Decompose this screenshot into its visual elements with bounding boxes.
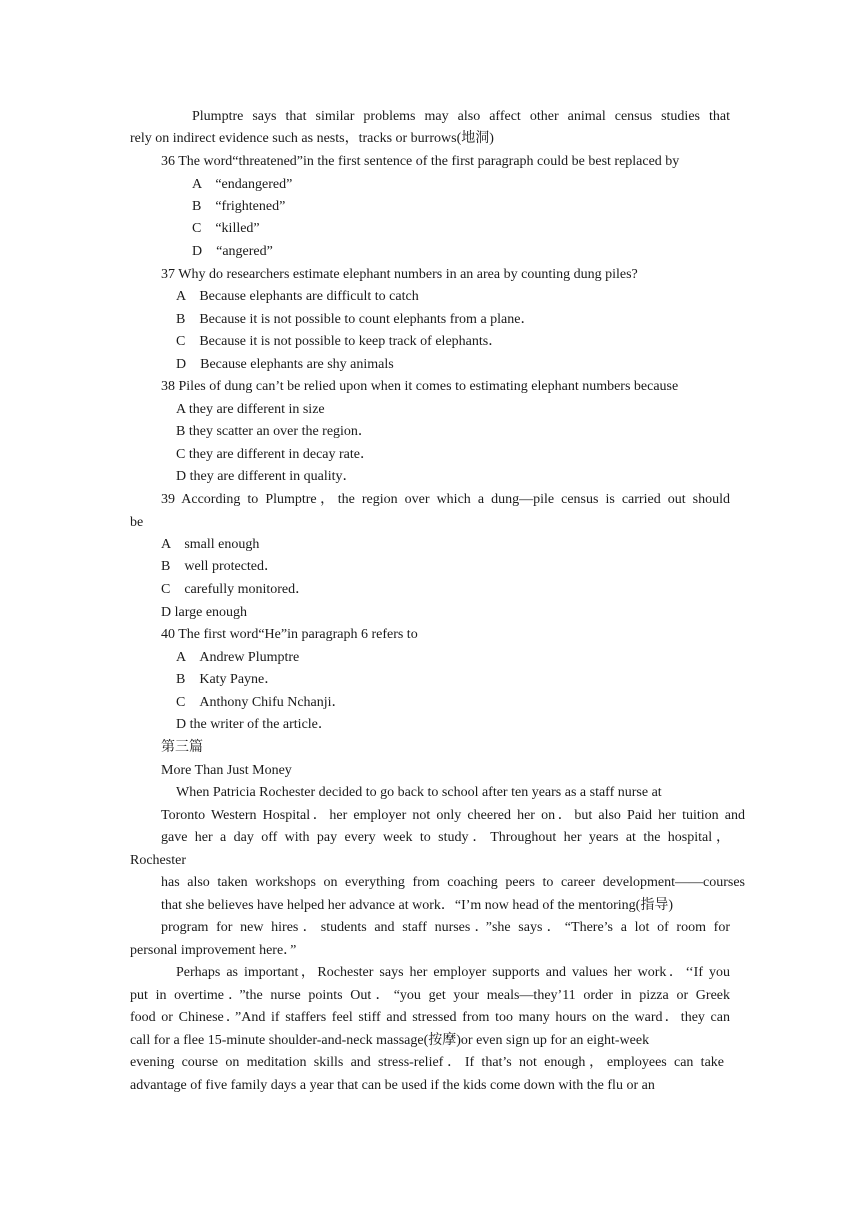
paragraph-line: call for a flee 15-minute shoulder-and-neck massage(按摩)or even sign up for an eight-week — [130, 1033, 650, 1048]
question-40-option-c: C Anthony Chifu Nchanji． — [176, 695, 346, 710]
question-40-option-d: D the writer of the article． — [176, 717, 332, 732]
question-37-option-b: B Because it is not possible to count elephants from a plane． — [176, 312, 535, 327]
section-label: 第三篇 — [161, 740, 203, 755]
paragraph-line: gave her a day off with pay every week to study．Throughout her years at the hospital， — [161, 830, 730, 845]
paragraph-line: rely on indirect evidence such as nests，tracks or burrows(地洞) — [130, 131, 494, 146]
question-39-stem: 39 According to Plumptre，the region over which a dung—pile census is carried out should — [161, 492, 730, 507]
question-37-stem: 37 Why do researchers estimate elephant numbers in an area by counting dung piles? — [161, 267, 638, 282]
question-36-option-d: D “angered” — [192, 244, 273, 259]
question-39-stem-continued: be — [130, 515, 144, 530]
question-39-option-a: A small enough — [161, 537, 260, 552]
question-38-option-b: B they scatter an over the region． — [176, 424, 372, 439]
question-36-option-b: B “frightened” — [192, 199, 286, 214]
article-title: More Than Just Money — [161, 763, 292, 778]
paragraph-line: Rochester — [130, 853, 186, 868]
question-36-option-a: A “endangered” — [192, 177, 293, 192]
question-38-option-a: A they are different in size — [176, 402, 325, 417]
paragraph-line: that she believes have helped her advance at work．“I’m now head of the mentoring(指导) — [161, 898, 673, 913]
question-40-option-a: A Andrew Plumptre — [176, 650, 300, 665]
paragraph-line: Plumptre says that similar problems may also affect other animal census studies that — [192, 109, 730, 124]
paragraph-line: advantage of five family days a year that can be used if the kids come down with the flu or an — [130, 1078, 655, 1093]
question-39-option-c: C carefully monitored． — [161, 582, 310, 597]
question-37-option-a: A Because elephants are difficult to catch — [176, 289, 419, 304]
paragraph-line: When Patricia Rochester decided to go back to school after ten years as a staff nurse at — [176, 785, 662, 800]
question-37-option-d: D Because elephants are shy animals — [176, 357, 394, 372]
paragraph-line: personal improvement here．” — [130, 943, 297, 958]
question-36-stem: 36 The word“threatened”in the first sentence of the first paragraph could be best replaced by — [161, 154, 680, 169]
paragraph-line: program for new hires．students and staff nurses．”she says．“There’s a lot of room for — [161, 920, 730, 935]
paragraph-line: Toronto Western Hospital．her employer not only cheered her on．but also Paid her tuition and — [161, 808, 745, 823]
question-38-stem: 38 Piles of dung can’t be relied upon when it comes to estimating elephant numbers because — [161, 379, 679, 394]
question-40-stem: 40 The first word“He”in paragraph 6 refers to — [161, 627, 418, 642]
question-39-option-d: D large enough — [161, 605, 248, 620]
paragraph-line: Perhaps as important，Rochester says her employer supports and values her work．‘‘If you — [176, 965, 730, 980]
paragraph-line: food or Chinese．”And if staffers feel stiff and stressed from too many hours on the ward．they can — [130, 1010, 730, 1025]
paragraph-line: has also taken workshops on everything from coaching peers to career development——courses — [161, 875, 745, 890]
question-38-option-c: C they are different in decay rate． — [176, 447, 374, 462]
paragraph-line: evening course on meditation skills and stress-relief．If that’s not enough，employees can take — [130, 1055, 724, 1070]
question-40-option-b: B Katy Payne． — [176, 672, 279, 687]
question-36-option-c: C “killed” — [192, 221, 260, 236]
question-38-option-d: D they are different in quality． — [176, 469, 357, 484]
question-39-option-b: B well protected． — [161, 559, 279, 574]
question-37-option-c: C Because it is not possible to keep track of elephants． — [176, 334, 503, 349]
paragraph-line: put in overtime．”the nurse points Out．“you get your meals—they’11 order in pizza or Greek — [130, 988, 730, 1003]
